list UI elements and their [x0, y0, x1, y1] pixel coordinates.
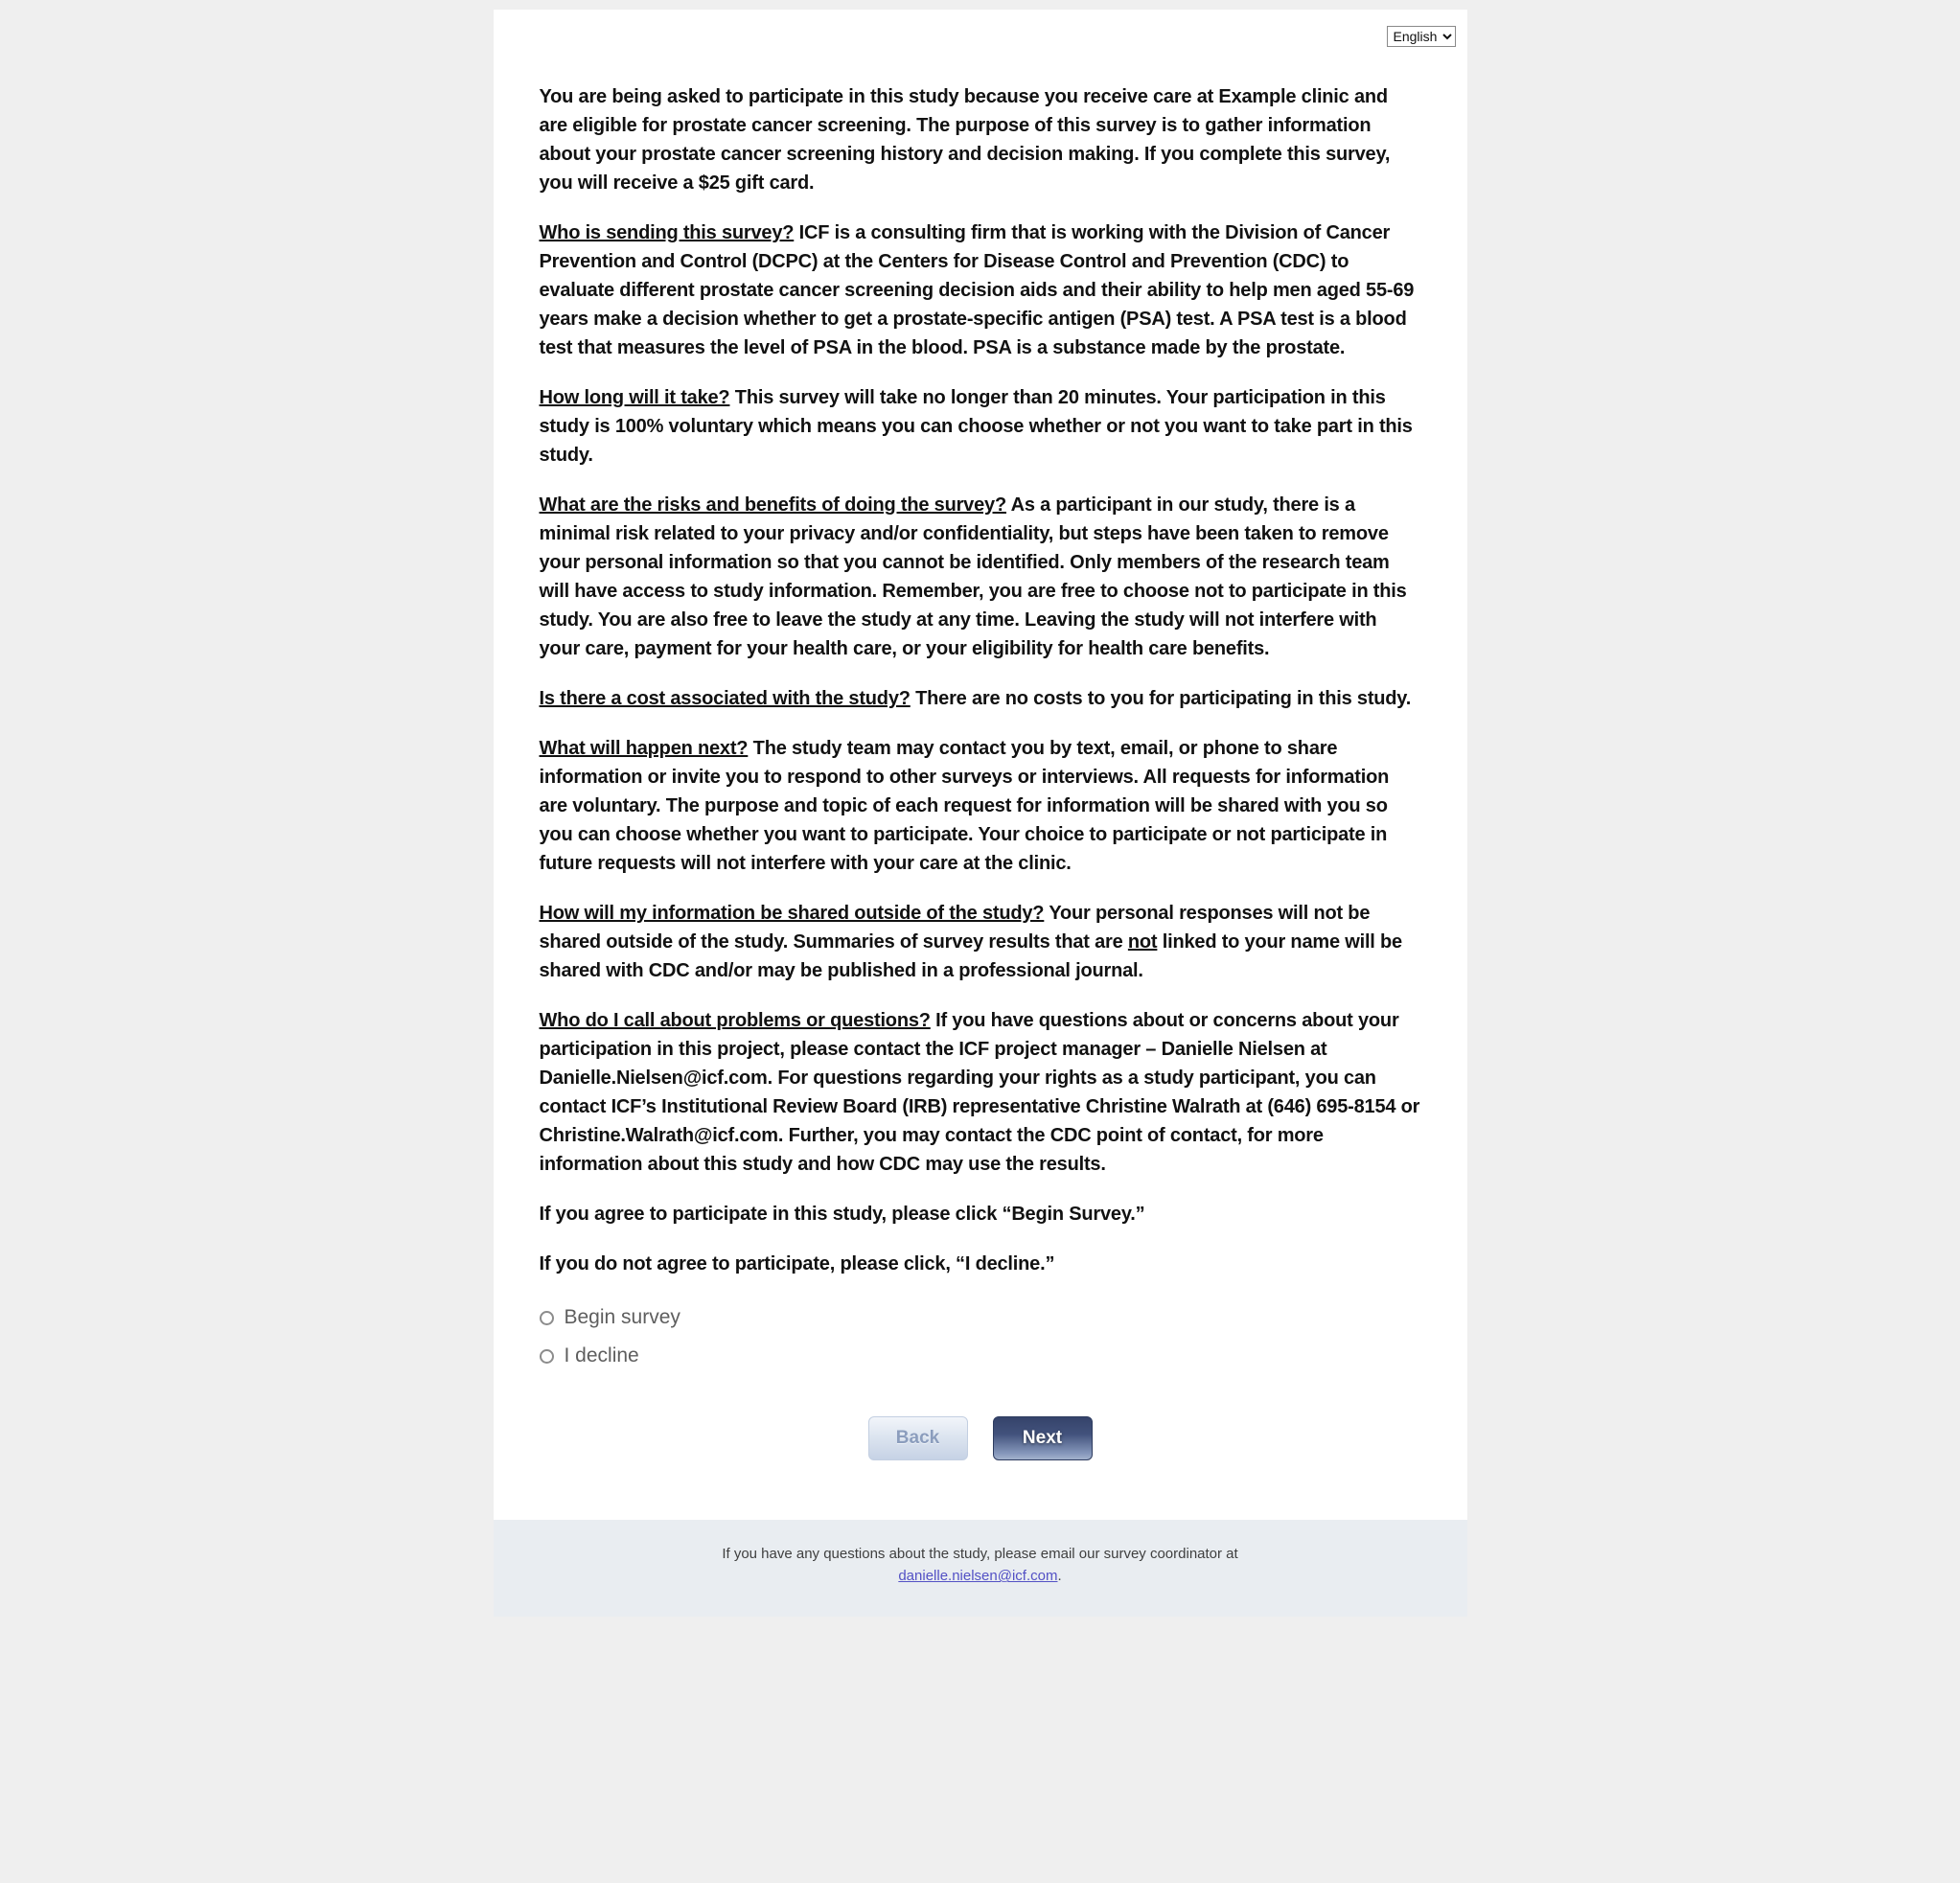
- consent-choice-group: [540, 1303, 1421, 1370]
- consent-paragraph-risks-benefits: [540, 491, 1421, 663]
- language-selector-row: [494, 10, 1467, 50]
- paragraph-text: linked to your name will be shared with CDC and/or may be published in a professional journal.: [539, 931, 1402, 981]
- footer: [494, 1520, 1467, 1617]
- paragraph-text: You are being asked to participate in this study because you receive care at Example clinic and are eligible for prostate cancer screening. The purpose of this survey is to gather information about your prostate cancer screening history and decision making. If you complete this survey, you will receive a $25 gift card.: [539, 86, 1391, 194]
- footer-text-suffix: .: [1057, 1568, 1062, 1585]
- consent-paragraph-who-is-sending: [540, 218, 1421, 362]
- consent-paragraph-intro: [540, 82, 1421, 197]
- section-heading: How long will it take?: [539, 387, 730, 408]
- coordinator-email-link[interactable]: danielle.nielsen@icf.com: [898, 1568, 1058, 1585]
- section-heading: Is there a cost associated with the study?: [539, 688, 911, 709]
- consent-instruction-agree: [540, 1200, 1421, 1229]
- section-heading: What are the risks and benefits of doing the survey?: [539, 494, 1006, 516]
- consent-paragraph-how-long: [540, 383, 1421, 470]
- consent-paragraph-information-sharing: [540, 899, 1421, 985]
- radio-option-i-decline[interactable]: [540, 1342, 1421, 1370]
- consent-text: [494, 50, 1467, 1520]
- paragraph-text: Your personal responses will not be shared outside of the study. Summaries of survey results that are: [539, 903, 1371, 953]
- radio-label: I decline: [564, 1344, 639, 1366]
- paragraph-text: If you do not agree to participate, please click, “I decline.”: [539, 1253, 1055, 1274]
- consent-instruction-decline: [540, 1250, 1421, 1278]
- paragraph-text: There are no costs to you for participating in this study.: [910, 688, 1412, 709]
- consent-paragraph-cost: [540, 684, 1421, 713]
- paragraph-text: ICF is a consulting firm that is working with the Division of Cancer Prevention and Control (DCPC) at the Centers for Disease Control and Prevention (CDC) to evaluate different prostate cancer screening decision aids and their ability to help men aged 55-69 years make a decision whether to get a prostate-specific antigen (PSA) test. A PSA test is a blood test that measures the level of PSA in the blood. PSA is a substance made by the prostate.: [539, 222, 1415, 358]
- navigation-buttons: [540, 1416, 1421, 1520]
- consent-form-panel: [494, 10, 1467, 1520]
- survey-page: [494, 0, 1467, 1617]
- paragraph-text: The study team may contact you by text, email, or phone to share information or invite you to respond to other surveys or interviews. All requests for information are voluntary. The purpose and topic of each request for information will be shared with you so you can choose whether you want to participate. Your choice to participate or not participate in future requests will not interfere with your care at the clinic.: [539, 738, 1390, 874]
- consent-paragraph-contact: [540, 1006, 1421, 1179]
- paragraph-text: This survey will take no longer than 20 minutes. Your participation in this study is 100% voluntary which means you can choose whether or not you want to take part in this study.: [539, 387, 1413, 466]
- underlined-word: not: [1127, 931, 1158, 953]
- consent-paragraph-what-next: [540, 734, 1421, 878]
- footer-text: If you have any questions about the study, please email our survey coordinator at: [722, 1546, 1238, 1562]
- section-heading: How will my information be shared outside of the study?: [539, 903, 1045, 924]
- next-button[interactable]: Next: [993, 1416, 1093, 1460]
- paragraph-text: If you agree to participate in this study, please click “Begin Survey.”: [539, 1204, 1145, 1225]
- section-heading: Who do I call about problems or questions?: [539, 1010, 931, 1031]
- paragraph-text: As a participant in our study, there is a minimal risk related to your privacy and/or confidentiality, but steps have been taken to remove your personal information so that you cannot be identified. Only members of the research team will have access to study information. Remember, you are free to choose not to participate in this study. You are also free to leave the study at any time. Leaving the study will not interfere with your care, payment for your health care, or your eligibility for health care benefits.: [539, 494, 1407, 659]
- radio-option-begin-survey[interactable]: [540, 1303, 1421, 1332]
- radio-label: Begin survey: [564, 1306, 680, 1328]
- radio-button-icon[interactable]: [540, 1311, 554, 1325]
- language-select[interactable]: [1387, 26, 1456, 47]
- paragraph-text: If you have questions about or concerns about your participation in this project, please contact the ICF project manager – Danielle Nielsen at Danielle.Nielsen@icf.com. For questions regarding your rights as a study participant, you can contact ICF’s Institutional Review Board (IRB) representative Christine Walrath at (646) 695-8154 or Christine.Walrath@icf.com. Further, you may contact the CDC point of contact, for more information about this study and how CDC may use the results.: [539, 1010, 1420, 1175]
- section-heading: What will happen next?: [539, 738, 749, 759]
- section-heading: Who is sending this survey?: [539, 222, 795, 243]
- back-button[interactable]: Back: [868, 1416, 968, 1460]
- radio-button-icon[interactable]: [540, 1349, 554, 1364]
